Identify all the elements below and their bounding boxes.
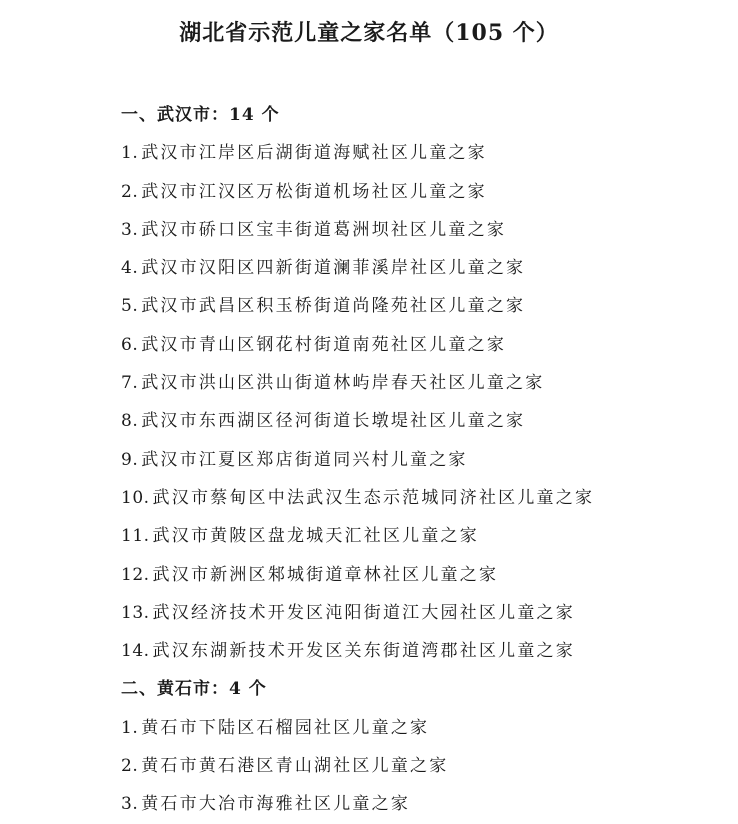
item-text: 武汉市蔡甸区中法武汉生态示范城同济社区儿童之家 [152,487,595,508]
item-text: 武汉市江汉区万松街道机场社区儿童之家 [141,181,487,202]
item-number: 3. [121,794,139,815]
item-number: 5. [121,296,139,317]
item-number: 6. [121,334,139,355]
list-item [121,287,721,325]
document-title: 湖北省示范儿童之家名单（105 个） [179,20,559,46]
item-number: 3. [121,219,139,240]
list-item [121,594,721,632]
item-number: 9. [121,449,139,470]
item-number: 4. [121,258,139,279]
item-text: 武汉市汉阳区四新街道澜菲溪岸社区儿童之家 [141,258,526,279]
item-text: 武汉东湖新技术开发区关东街道湾郡社区儿童之家 [152,641,575,662]
item-number: 10. [121,487,150,508]
list-item [121,441,721,479]
item-text: 武汉市东西湖区径河街道长墩堤社区儿童之家 [141,411,526,432]
item-text: 武汉市青山区钢花村街道南苑社区儿童之家 [141,334,507,355]
item-text: 黄石市黄石港区青山湖社区儿童之家 [141,756,449,777]
item-number: 1. [121,143,139,164]
item-number: 12. [121,564,150,585]
item-number: 13. [121,602,150,623]
item-text: 武汉市江夏区郑店街道同兴村儿童之家 [141,449,468,470]
list-item [121,785,721,823]
item-number: 11. [121,526,150,547]
item-number: 14. [121,641,150,662]
item-text: 武汉市黄陂区盘龙城天汇社区儿童之家 [152,526,479,547]
list-item [121,402,721,440]
list-item [121,747,721,785]
item-number: 2. [121,756,139,777]
item-text: 黄石市下陆区石榴园社区儿童之家 [141,717,430,738]
item-text: 黄石市大冶市海雅社区儿童之家 [141,794,411,815]
item-text: 武汉经济技术开发区沌阳街道江大园社区儿童之家 [152,602,575,623]
item-number: 2. [121,181,139,202]
list-item [121,364,721,402]
section-heading-huangshi: 二、黄石市：4 个 [121,679,267,700]
list-item [121,173,721,211]
list-item [121,211,721,249]
item-text: 武汉市新洲区邾城街道章林社区儿童之家 [152,564,499,585]
item-text: 武汉市硚口区宝丰街道葛洲坝社区儿童之家 [141,219,507,240]
list-item [121,134,721,172]
list-item [121,556,721,594]
list-item [121,249,721,287]
item-text: 武汉市武昌区积玉桥街道尚隆苑社区儿童之家 [141,296,526,317]
item-number: 7. [121,373,139,394]
item-text: 武汉市洪山区洪山街道林屿岸春天社区儿童之家 [141,373,545,394]
list-item [121,326,721,364]
item-number: 8. [121,411,139,432]
item-number: 1. [121,717,139,738]
section-heading-wuhan: 一、武汉市：14 个 [121,105,280,125]
list-item [121,517,721,555]
list-item [121,709,721,747]
item-text: 武汉市江岸区后湖街道海赋社区儿童之家 [141,143,487,164]
list-item [121,479,721,517]
list-item [121,632,721,670]
list-content [121,96,721,824]
